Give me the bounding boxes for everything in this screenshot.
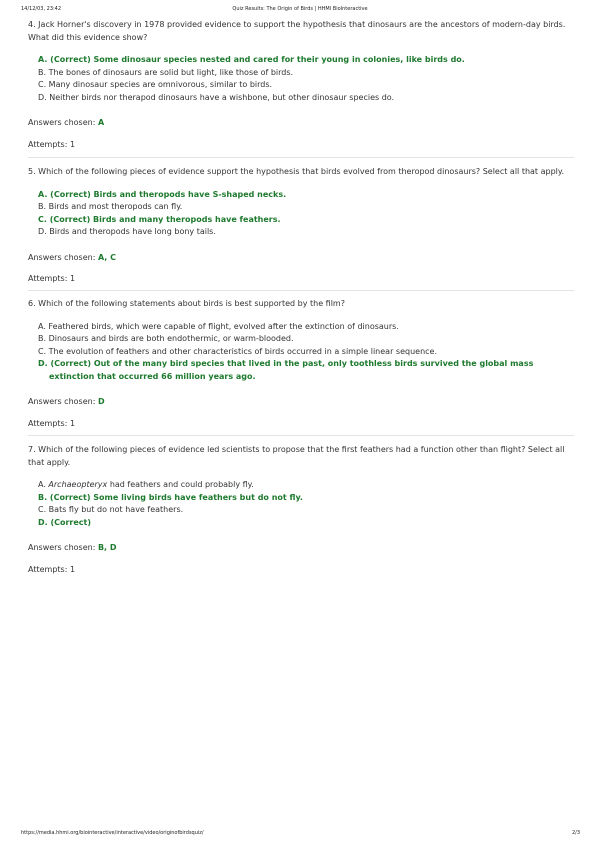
answers-chosen-label: Answers chosen:: [28, 118, 96, 127]
header-title: Quiz Results: The Origin of Birds | HHMI BioInteractive: [232, 6, 368, 12]
attempts-value: 1: [69, 418, 76, 428]
option-c: C. Many dinosaur species are omnivorous, similar to birds.: [38, 80, 273, 89]
answers-chosen: [28, 252, 574, 265]
option-a-letter: A.: [38, 480, 46, 489]
answer-options: [38, 54, 574, 104]
question-stem: 5. Which of the following pieces of evidence support the hypothesis that birds evolved from theropod dinosaurs? Select all that apply.: [28, 167, 565, 176]
option-a: A. Feathered birds, which were capable of flight, evolved after the extinction of dinosaurs.: [38, 321, 399, 331]
answers-chosen: [28, 117, 574, 130]
option-b: B. The bones of dinosaurs are solid but light, like those of birds.: [38, 67, 294, 77]
answers-chosen: [28, 396, 574, 409]
option-b: B. (Correct) Some living birds have feathers but do not fly.: [38, 492, 303, 502]
attempts: [28, 418, 574, 431]
option-d: D. Neither birds nor therapod dinosaurs have a wishbone, but other dinosaur species do.: [38, 92, 395, 102]
attempts-label: Attempts:: [28, 564, 68, 574]
page-number: 2/3: [571, 830, 580, 836]
option-c: C. Bats fly but do not have feathers.: [38, 505, 184, 514]
question-divider: [28, 435, 574, 436]
footer-url: https://media.hhmi.org/biointeractive/interactive/video/originofbirdsquiz/: [21, 830, 204, 836]
question-4: [28, 19, 574, 151]
question-7: [28, 444, 574, 576]
attempts-label: Attempts:: [28, 139, 68, 149]
option-b: B. Birds and most theropods can fly.: [38, 202, 183, 211]
question-stem: 7. Which of the following pieces of evidence led scientists to propose that the first feathers had a function other than flight? Select all that apply.: [28, 445, 565, 467]
answer-options: [38, 479, 574, 529]
question-stem: 6. Which of the following statements about birds is best supported by the film?: [28, 299, 345, 308]
answers-chosen-value: B, D: [97, 543, 117, 552]
answers-chosen-value: A: [97, 118, 105, 127]
question-divider: [28, 157, 574, 158]
option-a-genus: Archaeopteryx: [48, 480, 108, 489]
option-d: D. Birds and theropods have long bony tails.: [38, 227, 216, 236]
option-d: D. (Correct): [38, 517, 92, 527]
attempts: [28, 273, 574, 286]
option-c: C. (Correct) Birds and many theropods have feathers.: [38, 214, 281, 224]
answers-chosen-value: A, C: [97, 252, 116, 262]
option-a-text: had feathers and could probably fly.: [109, 480, 254, 489]
answers-chosen-label: Answers chosen:: [28, 397, 96, 406]
answers-chosen-label: Answers chosen:: [28, 252, 96, 262]
attempts-value: 1: [69, 564, 76, 574]
attempts-label: Attempts:: [28, 418, 68, 428]
answer-options: [38, 189, 574, 239]
answers-chosen: [28, 542, 574, 555]
attempts-value: 1: [69, 274, 76, 283]
answers-chosen-label: Answers chosen:: [28, 543, 96, 552]
option-b: B. Dinosaurs and birds are both endothermic, or warm-blooded.: [38, 334, 294, 343]
option-a: A. (Correct) Birds and theropods have S-shaped necks.: [38, 189, 287, 199]
answers-chosen-value: D: [97, 397, 105, 406]
option-d: D. (Correct) Out of the many bird species that lived in the past, only toothless birds survived the global mass extinction that occurred 66 million years ago.: [38, 359, 534, 381]
attempts-value: 1: [69, 139, 76, 149]
answer-options: [38, 321, 574, 384]
option-a: A. (Correct) Some dinosaur species nested and cared for their young in colonies, like birds do.: [38, 55, 465, 64]
attempts: [28, 139, 574, 152]
header-datetime: 14/12/03, 23:42: [21, 6, 62, 12]
question-divider: [28, 290, 574, 291]
question-stem: 4. Jack Horner's discovery in 1978 provided evidence to support the hypothesis that dinosaurs are the ancestors of modern-day birds. What did this evidence show?: [28, 20, 566, 42]
option-a: [38, 479, 574, 492]
option-c: C. The evolution of feathers and other characteristics of birds occurred in a simple linear sequence.: [38, 346, 437, 356]
question-5: [28, 166, 574, 286]
question-6: [28, 298, 574, 430]
attempts-label: Attempts:: [28, 274, 68, 283]
attempts: [28, 564, 574, 577]
